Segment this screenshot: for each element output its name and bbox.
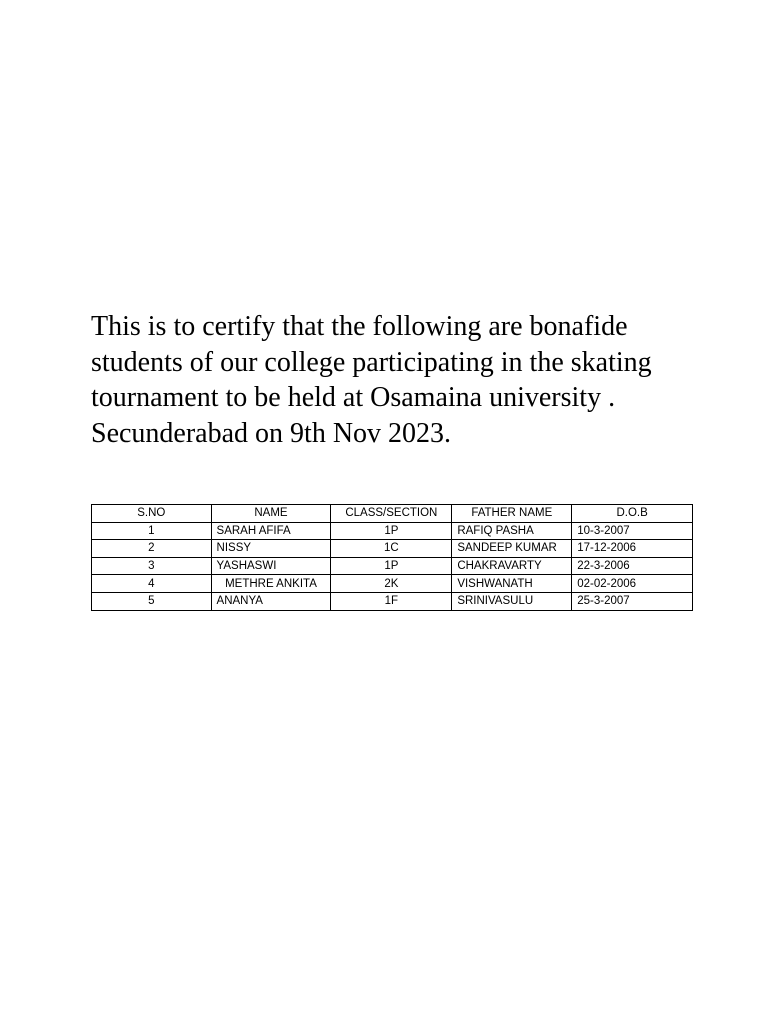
header-sno: S.NO xyxy=(92,505,212,523)
students-table xyxy=(91,504,693,611)
certificate-statement xyxy=(91,309,691,451)
cell-father-name: RAFIQ PASHA xyxy=(452,522,572,540)
cell-dob: 02-02-2006 xyxy=(572,575,693,593)
cell-sno: 5 xyxy=(92,592,212,610)
table-row xyxy=(92,557,693,575)
cell-sno: 3 xyxy=(92,557,212,575)
header-dob: D.O.B xyxy=(572,505,693,523)
header-name: NAME xyxy=(211,505,331,523)
header-father-name: FATHER NAME xyxy=(452,505,572,523)
table-row xyxy=(92,592,693,610)
cell-class-section: 1P xyxy=(331,522,452,540)
cell-father-name: CHAKRAVARTY xyxy=(452,557,572,575)
cell-dob: 22-3-2006 xyxy=(572,557,693,575)
cell-sno: 2 xyxy=(92,540,212,558)
cell-class-section: 1P xyxy=(331,557,452,575)
cell-sno: 1 xyxy=(92,522,212,540)
table-row xyxy=(92,522,693,540)
cell-class-section: 2K xyxy=(331,575,452,593)
cell-father-name: VISHWANATH xyxy=(452,575,572,593)
cell-father-name: SANDEEP KUMAR xyxy=(452,540,572,558)
cell-dob: 17-12-2006 xyxy=(572,540,693,558)
cell-name: NISSY xyxy=(211,540,331,558)
table-row xyxy=(92,540,693,558)
cell-dob: 25-3-2007 xyxy=(572,592,693,610)
certificate-venue-date: Secunderabad on 9th Nov 2023. xyxy=(91,417,452,449)
table-row xyxy=(92,575,693,593)
certificate-body-text: This is to certify that the following are bonafide students of our college participating in the skating tournament to be held at Osamaina university . xyxy=(91,311,652,413)
cell-dob: 10-3-2007 xyxy=(572,522,693,540)
cell-father-name: SRINIVASULU xyxy=(452,592,572,610)
header-class-section: CLASS/SECTION xyxy=(331,505,452,523)
cell-name: YASHASWI xyxy=(211,557,331,575)
cell-sno: 4 xyxy=(92,575,212,593)
cell-class-section: 1F xyxy=(331,592,452,610)
cell-name: METHRE ANKITA xyxy=(211,575,331,593)
cell-class-section: 1C xyxy=(331,540,452,558)
cell-name: SARAH AFIFA xyxy=(211,522,331,540)
table-header-row xyxy=(92,505,693,523)
cell-name: ANANYA xyxy=(211,592,331,610)
